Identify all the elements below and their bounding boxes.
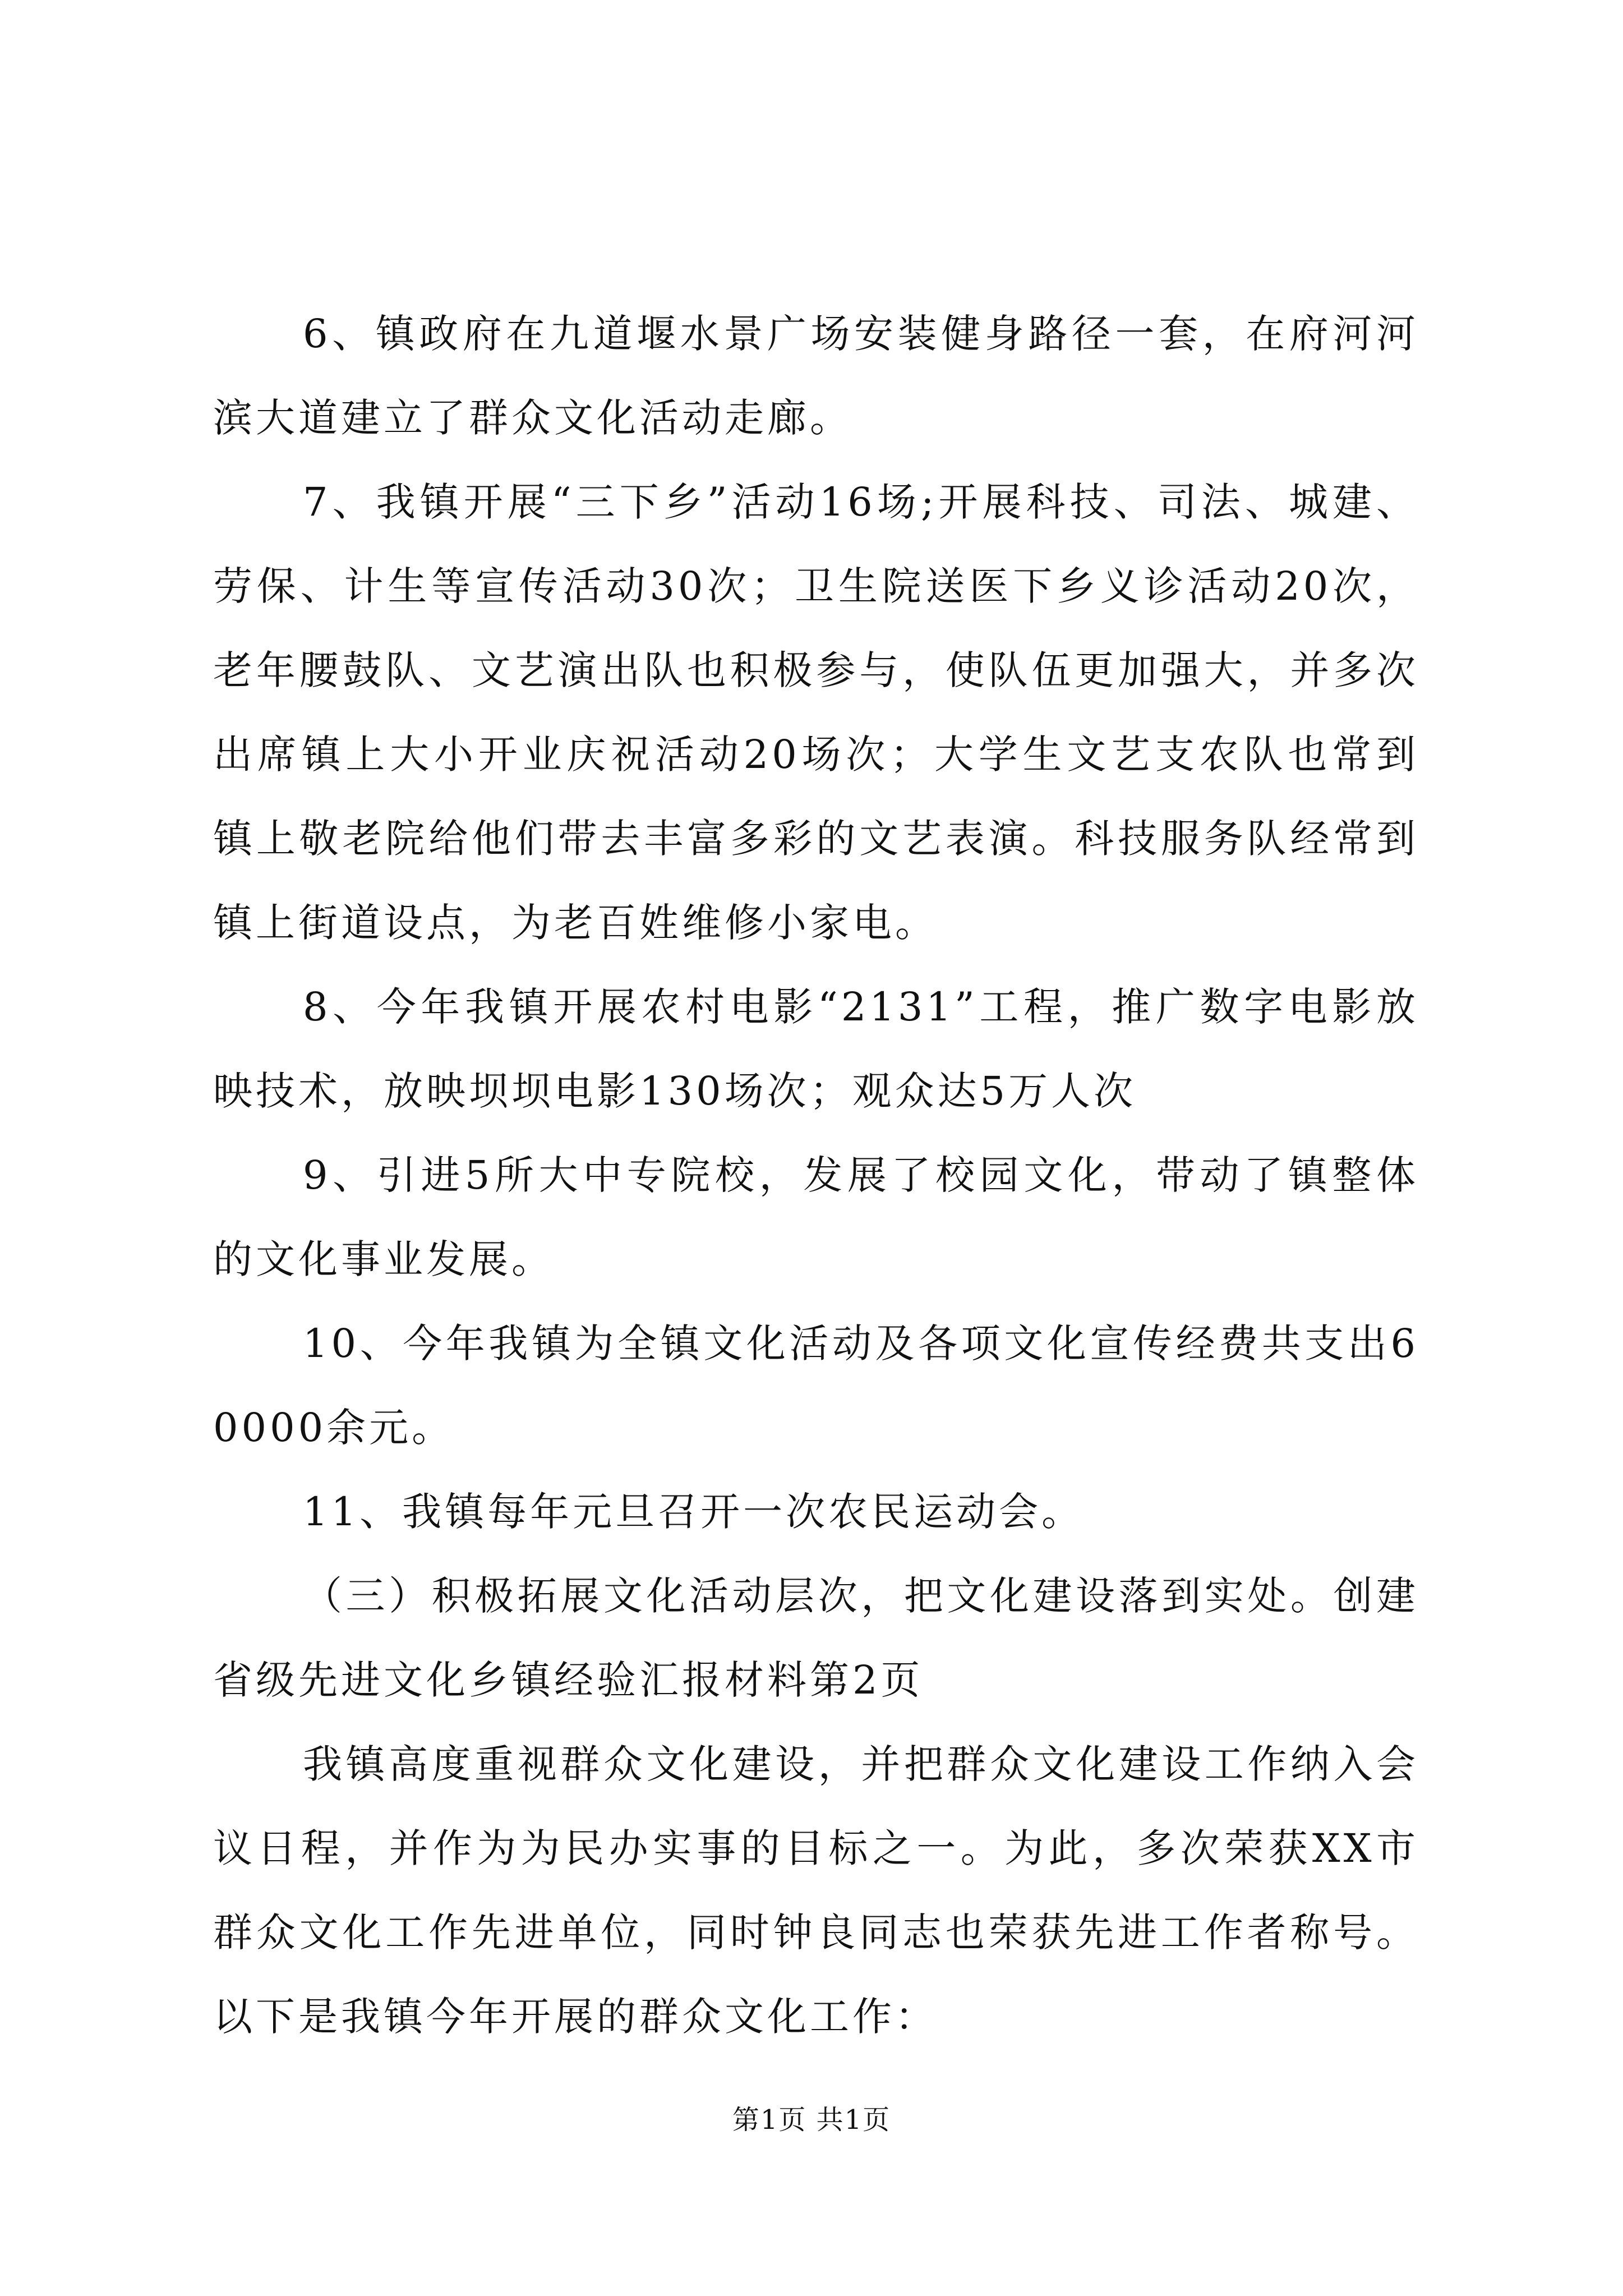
paragraph-summary: 我镇高度重视群众文化建设，并把群众文化建设工作纳入会议日程，并作为为民办实事的目标之一。为此，多次荣获XX市群众文化工作先进单位，同时钟良同志也荣获先进工作者称号。以下是我镇今年开展的群众文化工作：	[213, 1741, 1419, 2040]
document-body	[213, 292, 1419, 2059]
paragraph-item-10: 10、今年我镇为全镇文化活动及各项文化宣传经费共支出60000余元。	[213, 1320, 1419, 1451]
paragraph-item-6: 6、镇政府在九道堰水景广场安装健身路径一套，在府河河滨大道建立了群众文化活动走廊。	[213, 311, 1419, 441]
page-footer: 第1页 共1页	[732, 2104, 891, 2136]
paragraph-section-3: （三）积极拓展文化活动层次，把文化建设落到实处。创建省级先进文化乡镇经验汇报材料第2页	[213, 1573, 1419, 1703]
paragraph-item-8: 8、今年我镇开展农村电影“2131”工程，推广数字电影放映技术，放映坝坝电影130场次；观众达5万人次	[213, 984, 1419, 1114]
paragraph-item-7: 7、我镇开展“三下乡”活动16场;开展科技、司法、城建、劳保、计生等宣传活动30次；卫生院送医下乡义诊活动20次，老年腰鼓队、文艺演出队也积极参与，使队伍更加强大，并多次出席镇上大小开业庆祝活动20场次；大学生文艺支农队也常到镇上敬老院给他们带去丰富多彩的文艺表演。科技服务队经常到镇上街道设点，为老百姓维修小家电。	[213, 479, 1419, 946]
paragraph-item-9: 9、引进5所大中专院校，发展了校园文化，带动了镇整体的文化事业发展。	[213, 1152, 1419, 1282]
paragraph-item-11: 11、我镇每年元旦召开一次农民运动会。	[303, 1489, 1085, 1535]
